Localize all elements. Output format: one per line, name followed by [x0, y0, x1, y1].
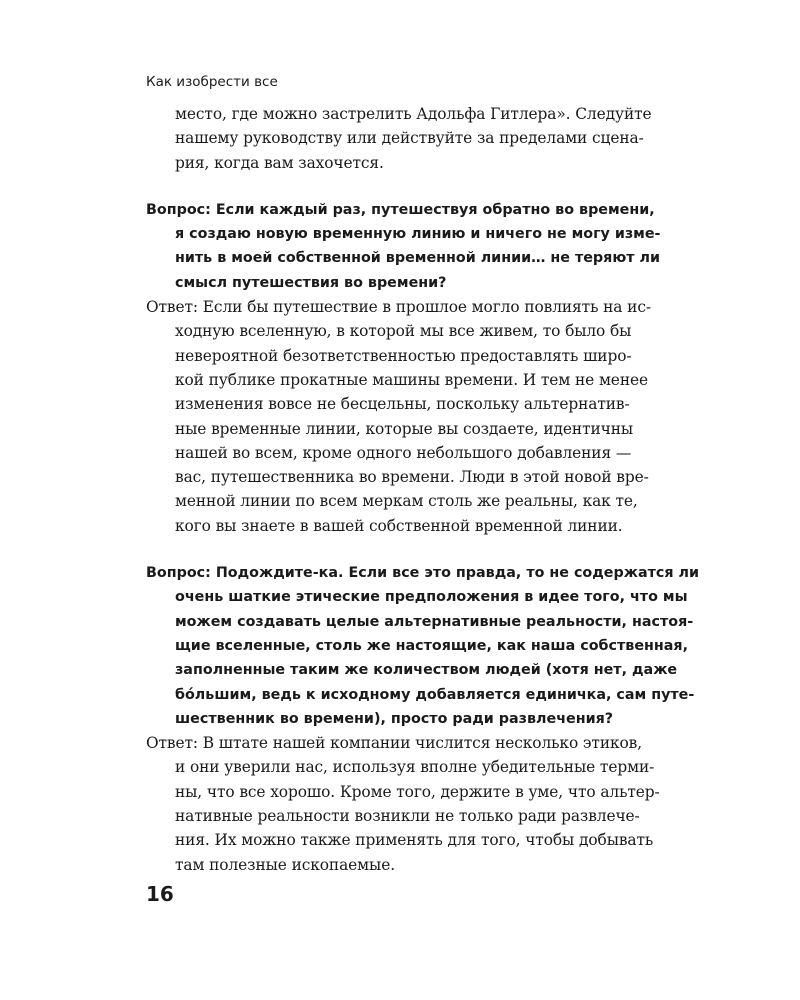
question-line: щие вселенные, столь же настоящие, как наша собственная,	[175, 637, 689, 654]
answer-line: нашей во всем, кроме одного небольшого добавления —	[175, 443, 632, 462]
question-line: заполненные таким же количеством людей (хотя нет, даже	[175, 662, 678, 679]
text-line: нашему руководству или действуйте за пределами сцена-	[175, 129, 644, 148]
question-line: шественник во времени), просто ради развлечения?	[175, 710, 614, 727]
running-head: Как изобрести все	[146, 74, 278, 90]
answer-line: там полезные ископаемые.	[175, 855, 395, 874]
question-line: бóльшим, ведь к исходному добавляется единичка, сам путе-	[175, 686, 695, 703]
answer-line: Ответ: Если бы путешествие в прошлое могло повлиять на ис-	[146, 298, 651, 317]
page-body	[146, 102, 706, 877]
answer-line: нативные реальности возникли не только ради развлече-	[175, 807, 640, 826]
answer-line: кой публике прокатные машины времени. И тем не менее	[175, 370, 648, 389]
question-line: можем создавать целые альтернативные реальности, настоя-	[175, 613, 694, 630]
answer-2	[146, 731, 706, 877]
answer-line: и они уверили нас, используя вполне убедительные терми-	[175, 758, 655, 777]
question-line: очень шаткие этические предположения в идее того, что мы	[175, 589, 688, 606]
answer-line: Ответ: В штате нашей компании числится несколько этиков,	[146, 734, 643, 753]
answer-line: менной линии по всем меркам столь же реальны, как те,	[175, 492, 638, 511]
question-2	[146, 561, 706, 731]
text-line: рия, когда вам захочется.	[175, 153, 384, 172]
answer-line: ные временные линии, которые вы создаете, идентичны	[175, 419, 634, 438]
question-line: смысл путешествия во времени?	[175, 274, 447, 291]
text-line: место, где можно застрелить Адольфа Гитлера». Следуйте	[175, 105, 652, 123]
page-number: 16	[146, 882, 174, 906]
question-line: нить в моей собственной временной линии… не теряют ли	[175, 250, 660, 267]
intro-paragraph	[146, 102, 706, 175]
answer-line: ны, что все хорошо. Кроме того, держите в уме, что альтер-	[175, 782, 660, 801]
answer-line: ния. Их можно также применять для того, чтобы добывать	[175, 831, 654, 850]
answer-line: изменения вовсе не бесцельны, поскольку альтернатив-	[175, 395, 630, 414]
question-line: Вопрос: Подождите-ка. Если все это правда, то не содержатся ли	[146, 565, 700, 582]
answer-line: кого вы знаете в вашей собственной временной линии.	[175, 516, 623, 535]
answer-1	[146, 295, 706, 538]
answer-line: вас, путешественника во времени. Люди в этой новой вре-	[175, 468, 649, 487]
question-line: я создаю новую временную линию и ничего не могу изме-	[175, 226, 661, 243]
question-1	[146, 198, 706, 295]
answer-line: ходную вселенную, в которой мы все живем, то было бы	[175, 322, 632, 341]
answer-line: невероятной безответственностью предоставлять широ-	[175, 346, 632, 365]
question-line: Вопрос: Если каждый раз, путешествуя обратно во времени,	[146, 201, 655, 218]
